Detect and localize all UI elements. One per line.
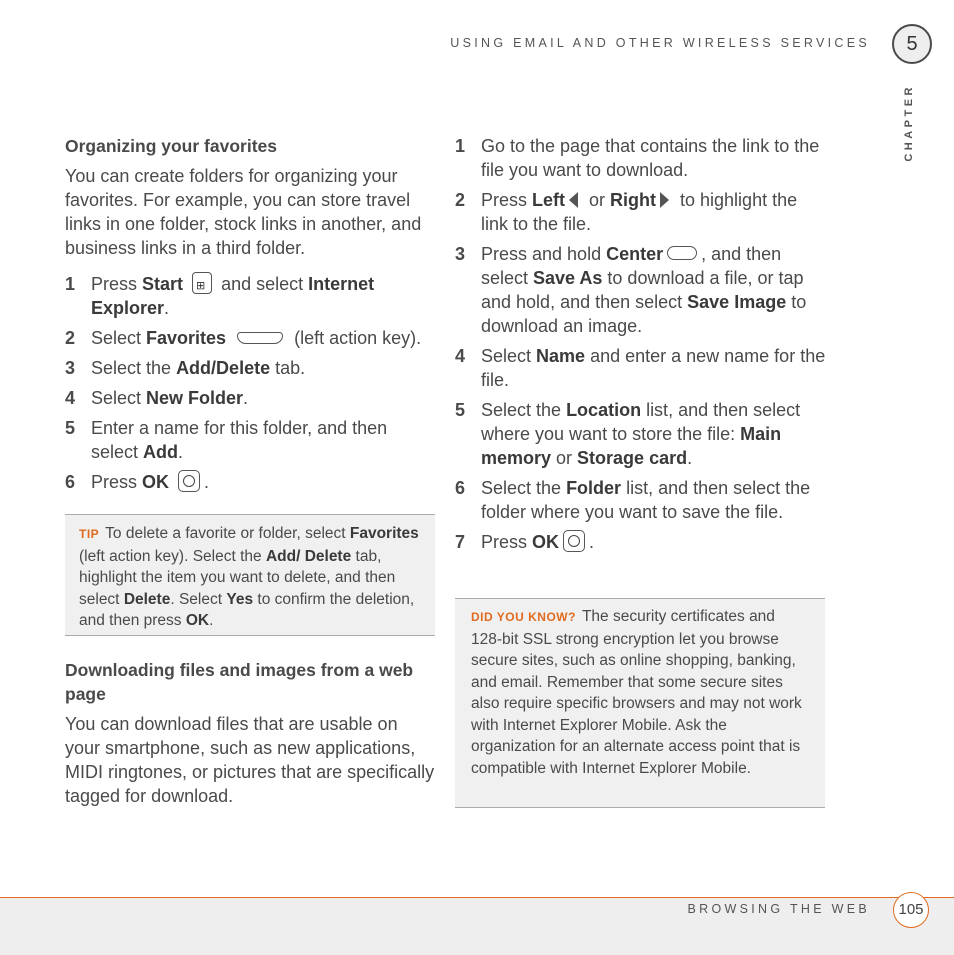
step-text: and select [221,274,309,294]
step-text: tab. [270,358,306,378]
tip-label: TIP [79,527,100,541]
intro-paragraph: You can create folders for organizing your favorites. For example, you can store travel links in one folder, stock links in another, and business links in a third folder. [65,166,422,258]
list-item [65,416,437,464]
step-bold: Add/Delete [176,358,271,378]
step-text: . [687,448,693,468]
step-bold: Start [142,274,184,294]
did-you-know-label: DID YOU KNOW? [471,610,576,624]
step-text: Enter a name for this folder, and then select [91,418,388,462]
step-bold: Save As [533,268,603,288]
list-item [65,470,437,494]
list-item [65,272,437,320]
step-text: or [551,448,578,468]
tip-text: tab, highlight the item you want to delete, and then select [79,547,396,608]
step-number: 5 [65,418,76,438]
step-bold: Favorites [146,328,227,348]
list-item [455,188,827,236]
section-heading-organizing-favorites: Organizing your favorites [65,136,277,156]
step-text: Select the [91,358,177,378]
step-bold: Right [610,190,657,210]
section-heading-downloading: Downloading files and images from a web page [65,660,414,704]
start-key-icon [192,272,212,294]
step-number: 5 [455,400,466,420]
tip-bold: Delete [123,590,171,608]
step-text: Go to the page that contains the link to the file you want to download. [481,136,820,180]
step-text: Press [481,190,533,210]
list-item [455,398,827,470]
list-item [65,386,437,410]
step-bold: OK [142,472,170,492]
step-bold: Folder [566,478,622,498]
step-text: Select [91,328,147,348]
left-column [65,134,437,500]
step-bold: Add [143,442,179,462]
step-text: Select the [481,400,567,420]
step-bold: Internet Explorer [91,274,375,318]
list-item [455,242,827,338]
left-action-key-icon [237,332,283,344]
step-number: 7 [455,532,466,552]
chapter-label: CHAPTER [903,84,915,162]
step-number: 2 [65,328,76,348]
tip-bold: Favorites [349,525,419,542]
step-bold: Storage card [577,448,688,468]
list-item [455,134,827,182]
step-text: Press [91,274,143,294]
list-item [65,356,437,380]
step-number: 4 [65,388,76,408]
step-bold: Left [532,190,566,210]
step-text: list, and then select the folder where you want to save the file. [481,478,811,522]
tip-text: To delete a favorite or folder, select [105,525,350,542]
step-bold: Location [566,400,642,420]
tip-bold: Yes [226,590,254,608]
step-text: or [584,190,611,210]
tip-bold: OK [185,612,210,629]
did-you-know-text: The security certificates and 128-bit SSL strong encryption let you browse secure sites, such as online shopping, banking, and email. Remember that some secure sites also require specific browsers and may not work with Internet Explorer Mobile. Ask the organization for an alternate access point that is compatible with Internet Explorer Mobile. [471,608,802,777]
step-number: 1 [455,136,466,156]
page-number: 105 [893,892,929,928]
download-steps-list [455,134,827,554]
step-text: , and then select [481,244,782,288]
list-item [455,530,827,554]
step-text: Press and hold [481,244,607,264]
step-number: 4 [455,346,466,366]
center-key-icon [667,246,697,260]
tip-text: . [209,612,214,629]
step-bold: OK [532,532,560,552]
step-bold: Name [536,346,586,366]
step-number: 6 [65,472,76,492]
step-bold: Save Image [687,292,787,312]
step-text: (left action key). [294,328,422,348]
step-text: Select [481,346,537,366]
ok-key-icon [563,530,585,552]
step-text: and enter a new name for the file. [481,346,826,390]
footer-section-title: BROWSING THE WEB [687,902,870,916]
chapter-number-badge: 5 [892,24,932,64]
did-you-know-box [455,598,825,808]
step-bold: New Folder [146,388,244,408]
list-item [455,344,827,392]
step-text: Select the [481,478,567,498]
right-arrow-icon [660,192,669,208]
step-bold: Main memory [481,424,782,468]
running-head: USING EMAIL AND OTHER WIRELESS SERVICES [450,36,870,50]
tip-box [65,514,435,636]
step-text: Press [481,532,533,552]
tip-text: to confirm the deletion, and then press [79,590,415,629]
organizing-steps-list [65,272,437,494]
step-number: 1 [65,274,76,294]
tip-text: (left action key). Select the [79,547,266,565]
step-number: 3 [65,358,76,378]
step-text: . [204,472,210,492]
download-section [65,658,437,820]
step-text: Select [91,388,147,408]
step-text: . [178,442,184,462]
left-arrow-icon [569,192,578,208]
ok-key-icon [178,470,200,492]
step-text: to download a file, or tap and hold, and then select [481,268,804,312]
step-text: . [164,298,170,318]
step-text: to download an image. [481,292,807,336]
step-number: 3 [455,244,466,264]
step-number: 6 [455,478,466,498]
step-text: to highlight the link to the file. [481,190,798,234]
tip-text: . Select [170,590,227,608]
step-text: list, and then select where you want to store the file: [481,400,801,444]
right-column [455,134,827,560]
step-text: . [243,388,249,408]
step-bold: Center [606,244,664,264]
step-text: . [589,532,595,552]
list-item [65,326,437,350]
step-text: Press [91,472,143,492]
list-item [455,476,827,524]
tip-bold: Add/ Delete [265,547,352,565]
download-intro-paragraph: You can download files that are usable on your smartphone, such as new applications, MIDI ringtones, or pictures that are specifically tagged for download. [65,714,435,806]
step-number: 2 [455,190,466,210]
